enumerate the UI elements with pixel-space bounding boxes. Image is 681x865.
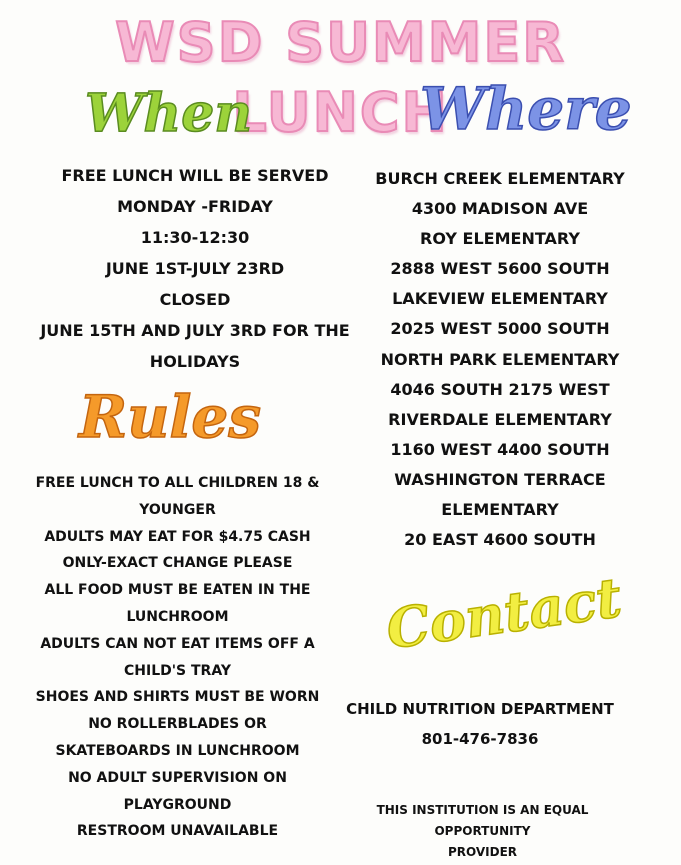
rule-line: NO ADULT SUPERVISION ON <box>68 769 287 786</box>
location-line: 20 EAST 4600 SOUTH <box>404 530 596 550</box>
rule-line: YOUNGER <box>139 501 216 518</box>
equal-opportunity-statement <box>330 800 635 863</box>
rule-line: SKATEBOARDS IN LUNCHROOM <box>55 742 300 759</box>
location-line: LAKEVIEW ELEMENTARY <box>392 289 608 309</box>
rule-line: PLAYGROUND <box>123 796 232 813</box>
rule-line: LUNCHROOM <box>126 608 229 625</box>
rule-line: ADULTS CAN NOT EAT ITEMS OFF A <box>40 635 315 652</box>
location-line: 4046 SOUTH 2175 WEST <box>390 379 610 399</box>
where-locations <box>335 164 665 555</box>
where-heading: Where <box>420 75 632 143</box>
rule-line: RESTROOM UNAVAILABLE <box>76 823 279 840</box>
when-line: JUNE 1ST-JULY 23RD <box>105 259 285 278</box>
when-line: MONDAY -FRIDAY <box>117 197 273 216</box>
contact-phone[interactable]: 801-476-7836 <box>421 730 539 748</box>
location-line: 1160 WEST 4400 SOUTH <box>390 439 610 459</box>
location-line: 2025 WEST 5000 SOUTH <box>390 319 610 339</box>
when-details <box>30 160 360 377</box>
eo-line: PROVIDER <box>447 845 518 859</box>
rule-line: ONLY-EXACT CHANGE PLEASE <box>62 555 293 572</box>
rules-list <box>30 470 325 845</box>
eo-line: THIS INSTITUTION IS AN EQUAL OPPORTUNITY <box>376 803 589 838</box>
when-line: 11:30-12:30 <box>140 228 250 247</box>
rule-line: NO ROLLERBLADES OR <box>88 716 267 733</box>
location-line: RIVERDALE ELEMENTARY <box>388 409 612 429</box>
rule-line: CHILD'S TRAY <box>124 662 231 679</box>
location-line: 2888 WEST 5600 SOUTH <box>390 259 610 279</box>
rule-line: ALL FOOD MUST BE EATEN IN THE <box>44 582 311 599</box>
when-line: JUNE 15TH AND JULY 3RD FOR THE <box>40 321 350 340</box>
rule-line: FREE LUNCH TO ALL CHILDREN 18 & <box>35 475 320 491</box>
rules-heading: Rules <box>79 383 261 451</box>
location-line: 4300 MADISON AVE <box>411 199 589 219</box>
rule-line: ADULTS MAY EAT FOR $4.75 CASH <box>44 528 311 545</box>
location-line: BURCH CREEK ELEMENTARY <box>375 169 625 188</box>
location-line: ROY ELEMENTARY <box>420 229 580 249</box>
contact-heading: Contact <box>382 565 626 662</box>
contact-department: CHILD NUTRITION DEPARTMENT <box>346 700 614 718</box>
location-line: WASHINGTON TERRACE ELEMENTARY <box>394 469 606 520</box>
flyer-title: WSD SUMMER LUNCH <box>115 11 566 144</box>
rule-line: SHOES AND SHIRTS MUST BE WORN <box>35 689 320 706</box>
when-line: CLOSED <box>159 290 231 309</box>
location-line: NORTH PARK ELEMENTARY <box>380 349 620 369</box>
when-line: HOLIDAYS <box>149 352 241 371</box>
when-line: FREE LUNCH WILL BE SERVED <box>61 166 329 185</box>
contact-info <box>330 694 630 754</box>
when-heading: When <box>85 83 253 144</box>
